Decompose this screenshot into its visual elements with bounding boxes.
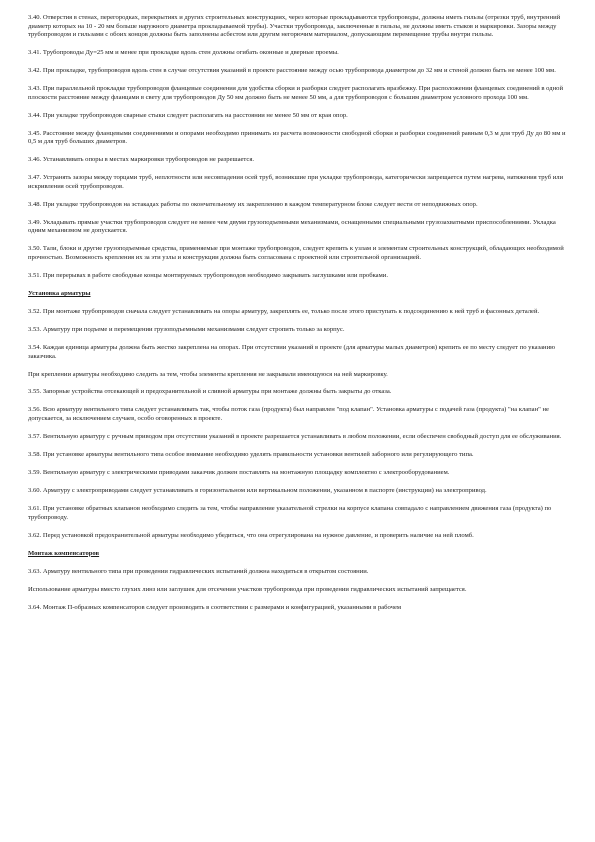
paragraph-3-62: 3.62. Перед установкой предохранительной арматуры необходимо убедиться, что она отрегулирована на нужное давление, и проверить наличие на ней пломб. [28, 531, 474, 539]
document-page [28, 14, 568, 618]
paragraph-3-45: 3.45. Расстояние между фланцевыми соединениями и опорами необходимо принимать из расчета возможности свободной сборки и разборки соединений равным 0,3 м для труб Ду до 80 мм и 0,5 м для труб больших диаметров. [28, 129, 566, 146]
paragraph-3-40: 3.40. Отверстия в стенах, перегородках, перекрытиях и других строительных конструкциях, через которые прокладываются трубопроводы, должны иметь гильзы (отрезки труб, внутренний диаметр которых на 10 - 20 мм больше наружного диаметра прокладываемой трубы). Участки трубопровода, заключенные в гильзы, не должны иметь стыков и маркировки. Зазоры между трубопроводом и гильзами с обоих концов должны быть заполнены асбестом или другим негорючим материалом, допускающим перемещение трубы внутри гильзы. [28, 14, 561, 39]
section-heading-kompensatory: Монтаж компенсаторов [28, 549, 100, 557]
paragraph-3-52: 3.52. При монтаже трубопроводов сначала следует устанавливать на опоры арматуру, закреплять ее, только после этого приступать к подсоединению к ней труб и фасонных деталей. [28, 307, 540, 315]
paragraph-3-64: 3.64. Монтаж П-образных компенсаторов следует производить в соответствии с размерами и конфигурацией, указанными в рабочем [28, 603, 402, 611]
paragraph-3-44: 3.44. При укладке трубопроводов сварные стыки следует располагать на расстоянии не менее 50 мм от края опор. [28, 111, 348, 119]
paragraph-3-48: 3.48. При укладке трубопроводов на эстакадах работы по окончательному их закреплению в каждом температурном блоке следует вести от неподвижных опор. [28, 200, 478, 208]
paragraph-3-58: 3.58. При установке арматуры вентильного типа особое внимание необходимо уделять правильности установки вентилей заборного или регулирующего типа. [28, 451, 474, 459]
paragraph-3-56: 3.56. Всю арматуру вентильного типа следует устанавливать так, чтобы поток газа (продукта) был направлен "под клапан". Установка арматуры с подачей газа (продукта) "на клапан" не допускается, за исключением случаев, особо оговоренных в проекте. [28, 406, 549, 423]
paragraph-3-55: 3.55. Запорные устройства отсекающей и предохранительной и сливной арматуры при монтаже должны быть закрыты до отказа. [28, 388, 392, 396]
paragraph-3-41: 3.41. Трубопроводы Ду=25 мм и менее при прокладке вдоль стен должны огибать оконные и дверные проемы. [28, 49, 339, 57]
paragraph-3-46: 3.46. Устанавливать опоры в местах маркировки трубопроводов не разрешается. [28, 156, 255, 164]
paragraph-3-59: 3.59. Вентильную арматуру с электрическими приводами заказчик должен поставлять на монтажную площадку комплектно с электрооборудованием. [28, 469, 450, 477]
paragraph-3-50: 3.50. Тали, блоки и другие грузоподъемные средства, применяемые при монтаже трубопроводов, следует крепить к узлам и элементам строительных конструкций, обладающих необходимой прочностью. Возможность крепления их за эти узлы и конструкции должна быть согласована с проектной или строительной организацией. [28, 245, 564, 261]
paragraph-3-53: 3.53. Арматуру при подъеме и перемещении грузоподъемными механизмами следует стропить только за корпус. [28, 325, 345, 333]
paragraph-3-60: 3.60. Арматуру с электроприводами следует устанавливать в горизонтальном или вертикальном положении, указанном в паспорте (инструкции) на электропривод. [28, 487, 487, 494]
paragraph-3-54: 3.54. Каждая единица арматуры должна быть жестко закреплена на опорах. При отсутствии указаний в проекте (для арматуры малых диаметров) крепить ее по месту следует по указанию заказчика. [28, 343, 556, 360]
paragraph-3-43: 3.43. При параллельной прокладке трубопроводов фланцевые соединения для удобства сборки и разборки следует располагать вразбежку. При расположении фланцевых соединений в одной плоскости расстояние между фланцами в свету для трубопроводов Ду 50 мм должно быть не менее 50 мм, а для трубопроводов с большим диаметром условного прохода 100 мм. [28, 85, 564, 101]
paragraph-3-57: 3.57. Вентильную арматуру с ручным приводом при отсутствии указаний в проекте разрешается устанавливать в любом положении, если обеспечен свободный доступ для ее обслуживания. [28, 433, 562, 441]
paragraph-3-49: 3.49. Укладывать прямые участки трубопроводов следует не менее чем двумя грузоподъемными механизмами, оснащенными специальными грузозахватными приспособлениями. Укладка одним механизмом не допускается. [28, 218, 556, 235]
paragraph-3-42: 3.42. При прокладке, трубопроводов вдоль стен в случае отсутствия указаний в проекте расстояние между осью трубопровода диаметром до 32 мм и стеной должно быть не менее 100 мм. [28, 67, 556, 75]
section-heading-armatura: Установка арматуры [28, 289, 91, 297]
paragraph-3-47: 3.47. Устранять зазоры между торцами труб, неплотности или несовпадения осей труб, возникшие при укладке трубопровода, категорически запрещается путем нагрева, натяжения труб или искривления осей трубопроводов. [28, 174, 564, 190]
paragraph-3-61: 3.61. При установке обратных клапанов необходимо следить за тем, чтобы направление указательной стрелки на корпусе клапана совпадало с направлением движения газа (продукта) по трубопроводу. [28, 504, 552, 521]
paragraph-3-63-note: Использование арматуры вместо глухих линз или заглушек для отсечения участков трубопровода при проведении гидравлических испытаний запрещается. [28, 585, 467, 593]
paragraph-3-54-note: При креплении арматуры необходимо следить за тем, чтобы элементы крепления не закрывали имеющуюся на ней маркировку. [28, 370, 388, 378]
paragraph-3-63: 3.63. Арматуру вентильного типа при проведении гидравлических испытаний должна находиться в открытом состоянии. [28, 567, 369, 575]
paragraph-3-51: 3.51. При перерывах в работе свободные концы монтируемых трубопроводов необходимо закрывать заглушками или пробками. [28, 271, 388, 279]
